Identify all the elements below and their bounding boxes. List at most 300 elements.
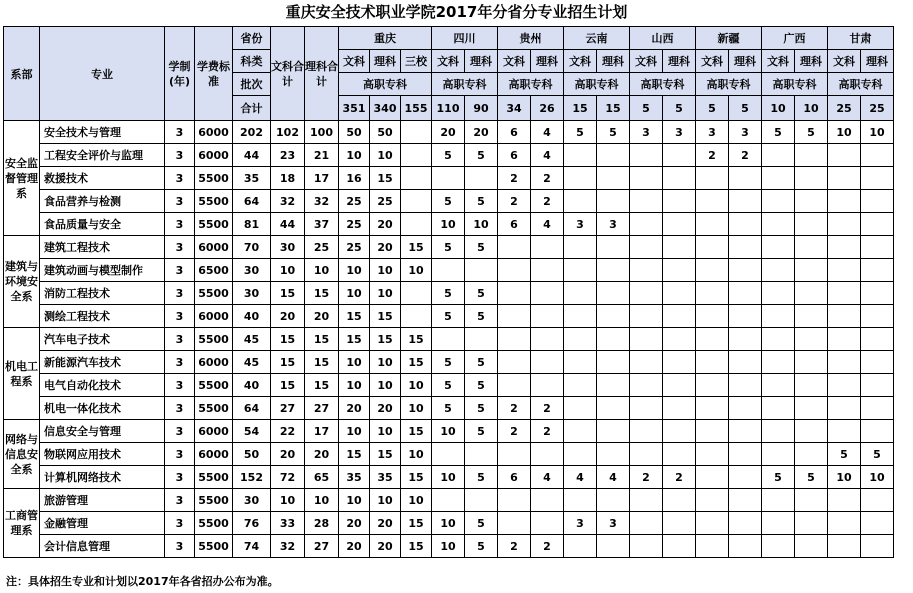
quota-cell: 10 [401,374,432,397]
quota-cell: 2 [498,535,531,558]
quota-cell [861,282,894,305]
total-cell: 40 [233,374,271,397]
header-years: 学制(年) [165,27,195,121]
header-li: 理科 [729,50,762,73]
header-li: 理科 [795,50,828,73]
quota-cell: 10 [370,144,401,167]
table-row [4,167,894,190]
quota-cell [564,420,597,443]
quota-cell: 25 [339,190,370,213]
fee-cell: 5500 [195,397,233,420]
quota-cell [630,512,663,535]
quota-cell [498,443,531,466]
quota-cell [762,213,795,236]
quota-cell [861,535,894,558]
quota-cell [729,397,762,420]
li-total-cell: 10 [305,489,339,512]
total-cell: 64 [233,397,271,420]
quota-cell [564,535,597,558]
quota-cell [828,144,861,167]
quota-cell: 20 [370,512,401,535]
quota-cell: 5 [564,121,597,144]
li-total-cell: 15 [305,328,339,351]
major-cell: 物联网应用技术 [40,443,165,466]
quota-cell: 10 [401,259,432,282]
quota-cell [795,144,828,167]
quota-cell: 2 [498,397,531,420]
quota-cell: 2 [531,397,564,420]
quota-cell [630,535,663,558]
quota-cell [597,305,630,328]
quota-cell: 4 [564,466,597,489]
quota-cell [630,489,663,512]
department-cell: 建筑与环境安全系 [4,236,40,328]
province-quota-total: 5 [663,96,696,121]
quota-cell [663,236,696,259]
quota-cell [828,259,861,282]
header-gaozhi: 高职专科 [339,73,432,96]
total-cell: 30 [233,259,271,282]
quota-cell [828,397,861,420]
quota-cell [762,512,795,535]
major-cell: 测绘工程技术 [40,305,165,328]
quota-cell: 15 [339,305,370,328]
quota-cell [729,167,762,190]
quota-cell [861,259,894,282]
quota-cell [762,374,795,397]
quota-cell [498,328,531,351]
province-quota-total: 351 [339,96,370,121]
quota-cell [531,374,564,397]
total-cell: 45 [233,328,271,351]
header-wen: 文科 [432,50,465,73]
quota-cell [828,328,861,351]
quota-cell [531,305,564,328]
major-cell: 信息安全与管理 [40,420,165,443]
quota-cell: 10 [432,466,465,489]
wen-total-cell: 15 [271,351,305,374]
quota-cell [729,466,762,489]
department-cell: 机电工程系 [4,328,40,420]
quota-cell [795,236,828,259]
quota-cell [630,443,663,466]
major-cell: 金融管理 [40,512,165,535]
quota-cell: 5 [795,121,828,144]
quota-cell: 5 [465,282,498,305]
quota-cell [696,236,729,259]
quota-cell [762,535,795,558]
quota-cell [432,259,465,282]
province-quota-total: 15 [564,96,597,121]
quota-cell [828,420,861,443]
quota-cell [795,535,828,558]
header-gaozhi: 高职专科 [762,73,828,96]
fee-cell: 6000 [195,305,233,328]
quota-cell: 3 [663,121,696,144]
quota-cell [597,374,630,397]
quota-cell: 5 [465,190,498,213]
quota-cell [597,190,630,213]
wen-total-cell: 44 [271,213,305,236]
quota-cell [498,236,531,259]
quota-cell: 4 [531,466,564,489]
quota-cell: 5 [465,397,498,420]
header-wen: 文科 [762,50,795,73]
quota-cell: 10 [339,282,370,305]
quota-cell [762,190,795,213]
quota-cell: 10 [401,489,432,512]
table-row [4,466,894,489]
quota-cell [828,512,861,535]
quota-cell: 25 [370,190,401,213]
quota-cell [762,236,795,259]
li-total-cell: 37 [305,213,339,236]
quota-cell: 20 [370,397,401,420]
wen-total-cell: 102 [271,121,305,144]
quota-cell [597,535,630,558]
li-total-cell: 65 [305,466,339,489]
quota-cell: 10 [339,259,370,282]
header-wen: 文科 [630,50,663,73]
table-row [4,282,894,305]
total-cell: 30 [233,282,271,305]
major-cell: 食品质量与安全 [40,213,165,236]
quota-cell [729,443,762,466]
li-total-cell: 20 [305,305,339,328]
table-row [4,512,894,535]
table-row [4,443,894,466]
quota-cell [630,351,663,374]
quota-cell: 5 [432,144,465,167]
quota-cell [729,512,762,535]
quota-cell [729,535,762,558]
footnote: 注：具体招生专业和计划以2017年各省招办公布为准。 [6,575,279,588]
quota-cell [861,351,894,374]
quota-cell [696,282,729,305]
fee-cell: 5500 [195,374,233,397]
quota-cell: 10 [370,489,401,512]
quota-cell [663,259,696,282]
header-wen: 文科 [339,50,370,73]
quota-cell [762,351,795,374]
quota-cell [696,512,729,535]
quota-cell [663,282,696,305]
table-row [4,420,894,443]
major-cell: 电气自动化技术 [40,374,165,397]
wen-total-cell: 32 [271,190,305,213]
total-cell: 152 [233,466,271,489]
quota-cell [498,489,531,512]
quota-cell [401,144,432,167]
quota-cell [432,443,465,466]
quota-cell: 10 [339,374,370,397]
quota-cell [498,259,531,282]
quota-cell [729,489,762,512]
quota-cell [795,259,828,282]
fee-cell: 5500 [195,328,233,351]
quota-cell [597,489,630,512]
quota-cell [531,259,564,282]
quota-cell [729,328,762,351]
quota-cell [564,374,597,397]
header-li-total: 理科合计 [305,27,339,121]
quota-cell: 5 [795,466,828,489]
header-li: 理科 [861,50,894,73]
quota-cell [762,328,795,351]
quota-cell [663,328,696,351]
quota-cell [630,420,663,443]
quota-cell: 2 [663,466,696,489]
header-wen: 文科 [498,50,531,73]
fee-cell: 5500 [195,167,233,190]
province-quota-total: 34 [498,96,531,121]
li-total-cell: 27 [305,397,339,420]
years-cell: 3 [165,144,195,167]
quota-cell: 5 [432,190,465,213]
quota-cell: 20 [370,535,401,558]
quota-cell [630,190,663,213]
header-fee: 学费标准 [195,27,233,121]
quota-cell [861,305,894,328]
quota-cell [762,443,795,466]
quota-cell: 2 [531,167,564,190]
quota-cell [729,374,762,397]
quota-cell [630,374,663,397]
quota-cell [663,374,696,397]
quota-cell [795,328,828,351]
quota-cell [795,213,828,236]
major-cell: 建筑动画与模型制作 [40,259,165,282]
department-cell: 工商管理系 [4,489,40,558]
quota-cell: 4 [531,213,564,236]
quota-cell [696,443,729,466]
quota-cell: 35 [370,466,401,489]
province-quota-total: 5 [630,96,663,121]
quota-cell: 10 [339,489,370,512]
header-li: 理科 [663,50,696,73]
header-li: 理科 [597,50,630,73]
quota-cell [861,512,894,535]
quota-cell: 10 [432,213,465,236]
fee-cell: 6000 [195,236,233,259]
total-cell: 50 [233,443,271,466]
quota-cell: 5 [465,144,498,167]
quota-cell [663,213,696,236]
table-row [4,351,894,374]
quota-cell: 15 [339,328,370,351]
quota-cell [663,351,696,374]
header-sanxiao: 三校 [401,50,432,73]
li-total-cell: 28 [305,512,339,535]
years-cell: 3 [165,213,195,236]
quota-cell: 5 [828,443,861,466]
header-gaozhi: 高职专科 [498,73,564,96]
quota-cell: 10 [370,259,401,282]
li-total-cell: 25 [305,236,339,259]
quota-cell: 6 [498,144,531,167]
province-quota-total: 25 [828,96,861,121]
li-total-cell: 17 [305,420,339,443]
major-cell: 机电一体化技术 [40,397,165,420]
total-cell: 54 [233,420,271,443]
li-total-cell: 27 [305,535,339,558]
quota-cell [861,420,894,443]
quota-cell: 10 [432,420,465,443]
quota-cell: 10 [370,282,401,305]
quota-cell [401,282,432,305]
years-cell: 3 [165,351,195,374]
quota-cell [663,512,696,535]
quota-cell [762,397,795,420]
quota-cell: 2 [498,420,531,443]
wen-total-cell: 15 [271,282,305,305]
quota-cell [564,351,597,374]
quota-cell [465,167,498,190]
quota-cell: 5 [465,512,498,535]
quota-cell [729,213,762,236]
quota-cell: 20 [339,512,370,535]
province-quota-total: 90 [465,96,498,121]
li-total-cell: 17 [305,167,339,190]
quota-cell [663,420,696,443]
quota-cell [828,374,861,397]
header-province: 省份 [233,27,271,50]
quota-cell: 5 [762,121,795,144]
major-cell: 旅游管理 [40,489,165,512]
header-subject-type: 科类 [233,50,271,73]
wen-total-cell: 10 [271,489,305,512]
quota-cell: 20 [339,397,370,420]
quota-cell [531,512,564,535]
quota-cell [498,282,531,305]
quota-cell [861,328,894,351]
quota-cell [663,443,696,466]
quota-cell [597,144,630,167]
quota-cell [696,328,729,351]
quota-cell [465,259,498,282]
quota-cell: 4 [531,121,564,144]
quota-cell [828,190,861,213]
fee-cell: 5500 [195,466,233,489]
quota-cell: 5 [465,305,498,328]
total-cell: 81 [233,213,271,236]
quota-cell: 10 [401,397,432,420]
fee-cell: 6000 [195,420,233,443]
quota-cell: 15 [339,443,370,466]
quota-cell: 15 [401,512,432,535]
quota-cell [861,167,894,190]
quota-cell [630,397,663,420]
quota-cell [630,328,663,351]
wen-total-cell: 72 [271,466,305,489]
quota-cell: 5 [861,443,894,466]
quota-cell: 2 [498,167,531,190]
province-quota-total: 10 [762,96,795,121]
quota-cell [630,259,663,282]
quota-cell [531,351,564,374]
quota-cell: 20 [339,535,370,558]
quota-cell [795,190,828,213]
quota-cell: 10 [370,420,401,443]
quota-cell [795,167,828,190]
table-row [4,144,894,167]
quota-cell [630,282,663,305]
years-cell: 3 [165,190,195,213]
major-cell: 会计信息管理 [40,535,165,558]
quota-cell: 15 [401,420,432,443]
major-cell: 食品营养与检测 [40,190,165,213]
quota-cell [531,328,564,351]
quota-cell: 20 [432,121,465,144]
quota-cell: 10 [401,443,432,466]
quota-cell: 35 [339,466,370,489]
quota-cell: 3 [564,512,597,535]
quota-cell [564,397,597,420]
quota-cell: 15 [401,236,432,259]
fee-cell: 5500 [195,512,233,535]
quota-cell: 5 [465,466,498,489]
quota-cell [531,443,564,466]
header-gaozhi: 高职专科 [630,73,696,96]
quota-cell [696,190,729,213]
quota-cell: 15 [370,328,401,351]
quota-cell [729,420,762,443]
quota-cell: 25 [339,236,370,259]
li-total-cell: 15 [305,282,339,305]
years-cell: 3 [165,305,195,328]
major-cell: 消防工程技术 [40,282,165,305]
total-cell: 202 [233,121,271,144]
quota-cell: 10 [339,351,370,374]
quota-cell [564,443,597,466]
quota-cell: 5 [432,236,465,259]
quota-cell: 3 [630,121,663,144]
quota-cell [861,213,894,236]
quota-cell [828,351,861,374]
years-cell: 3 [165,236,195,259]
quota-cell [498,305,531,328]
quota-cell: 10 [370,374,401,397]
total-cell: 76 [233,512,271,535]
quota-cell [696,305,729,328]
province-quota-total: 26 [531,96,564,121]
quota-cell [828,489,861,512]
fee-cell: 5500 [195,535,233,558]
wen-total-cell: 32 [271,535,305,558]
quota-cell: 10 [432,512,465,535]
major-cell: 计算机网络技术 [40,466,165,489]
wen-total-cell: 33 [271,512,305,535]
header-province-name: 广西 [762,27,828,50]
quota-cell [729,190,762,213]
quota-cell [696,167,729,190]
major-cell: 新能源汽车技术 [40,351,165,374]
quota-cell [762,259,795,282]
quota-cell: 16 [339,167,370,190]
quota-cell [861,190,894,213]
quota-cell [828,305,861,328]
quota-cell [762,167,795,190]
header-gaozhi: 高职专科 [432,73,498,96]
major-cell: 安全技术与管理 [40,121,165,144]
quota-cell: 4 [597,466,630,489]
table-row [4,535,894,558]
quota-cell [828,236,861,259]
quota-cell [564,328,597,351]
li-total-cell: 10 [305,259,339,282]
quota-cell: 6 [498,213,531,236]
quota-cell [861,489,894,512]
